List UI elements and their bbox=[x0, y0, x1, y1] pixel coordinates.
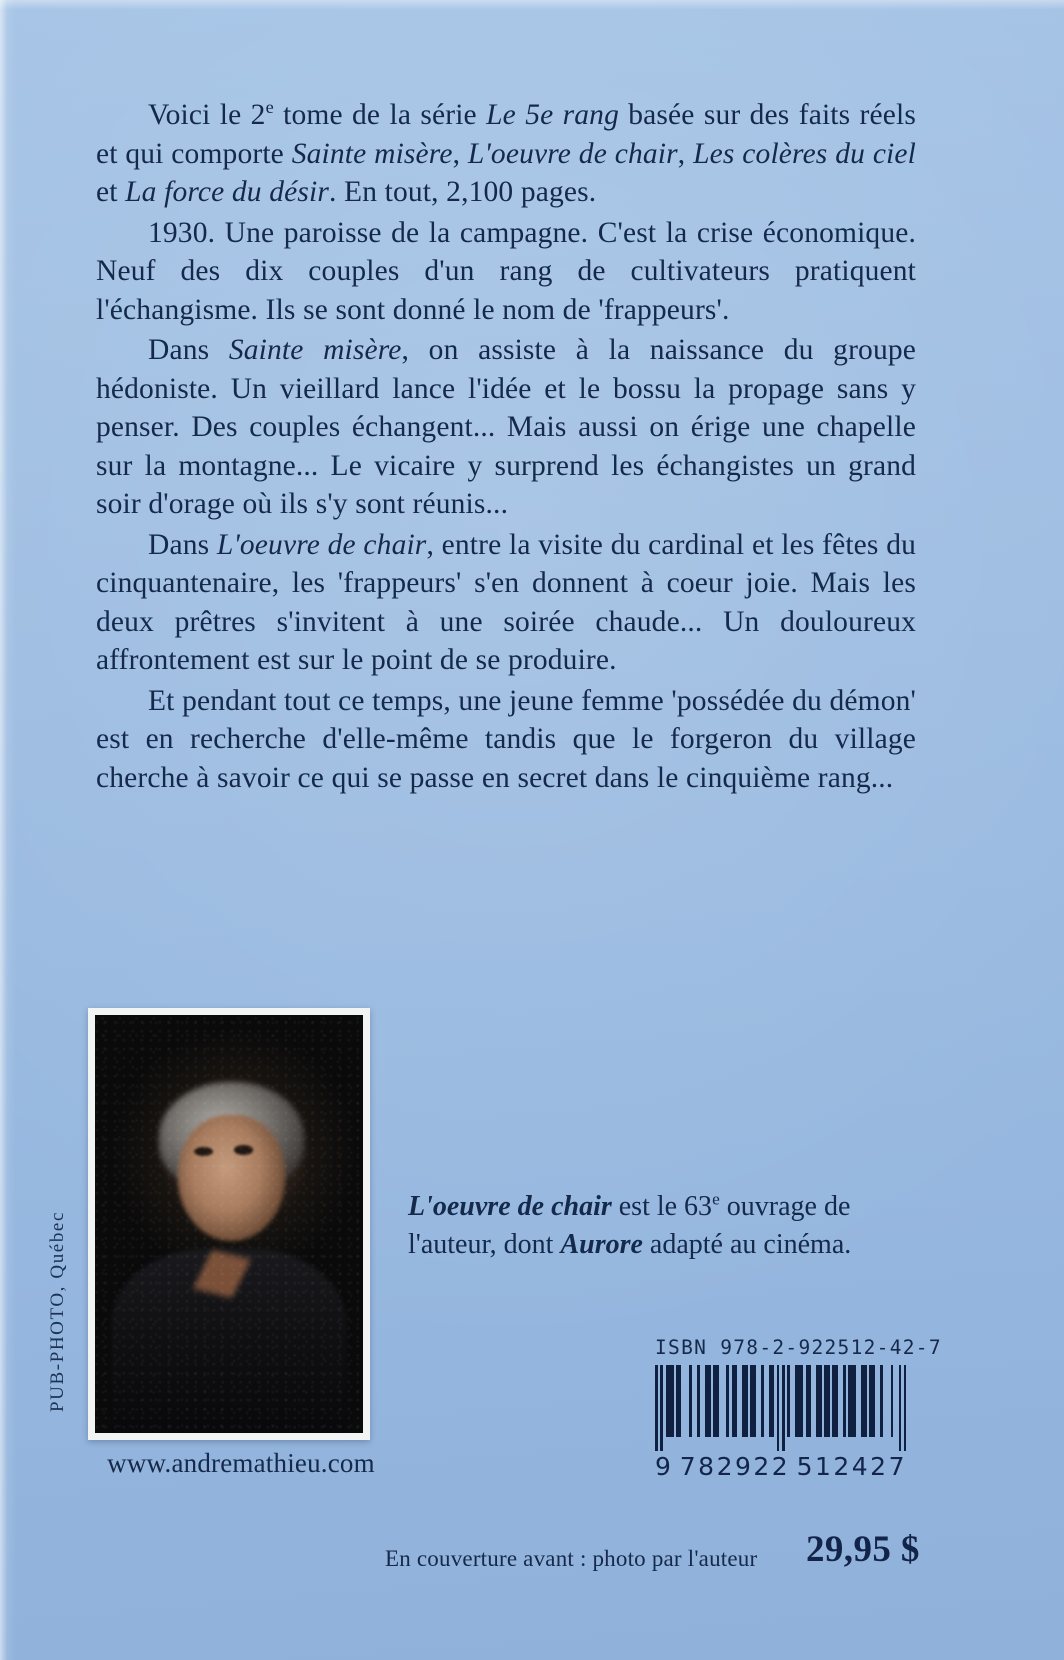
blurb-paragraph: 1930. Une paroisse de la campagne. C'est la crise économique. Neuf des dix couples d'un rang de cultivateurs pratiquent l'échangisme. Ils se sont donné le nom de 'frappeurs'. bbox=[96, 216, 916, 326]
price-label: 29,95 $ bbox=[806, 1529, 920, 1570]
cover-left-edge bbox=[0, 0, 16, 1660]
cover-top-edge bbox=[0, 0, 1064, 10]
ean-digit-group: 9 bbox=[655, 1452, 674, 1481]
front-cover-photo-credit: En couverture avant : photo par l'auteur bbox=[385, 1546, 758, 1571]
ean-digit-group: 512427 bbox=[796, 1452, 907, 1481]
portrait-eye-right bbox=[234, 1145, 253, 1154]
photo-credit bbox=[47, 928, 69, 1412]
blurb-paragraph: Et pendant tout ce temps, une jeune femme 'possédée du démon' est en recherche d'elle-même tandis que le forgeron du village cherche à savoir ce qui se passe en secret dans le cinquième rang... bbox=[96, 684, 916, 794]
ean13-barcode bbox=[655, 1365, 907, 1451]
author-website[interactable]: www.andremathieu.com bbox=[107, 1448, 375, 1478]
isbn-block bbox=[655, 1336, 942, 1481]
author-bio: L'oeuvre de chair est le 63e ouvrage de l'auteur, dont Aurore adapté au cinéma. bbox=[408, 1189, 852, 1260]
photo-credit-label: PUB-PHOTO, Québec bbox=[47, 1210, 68, 1412]
blurb-paragraph: Dans Sainte misère, on assiste à la naissance du groupe hédoniste. Un vieillard lance l'idée et le bossu la propage sans y penser. Des couples échangent... Mais aussi on érige une chapelle sur la montagne... Le vicaire y surprend les échangistes un grand soir d'orage où ils s'y sont réunis... bbox=[96, 334, 916, 520]
portrait-face bbox=[178, 1115, 285, 1240]
author-photo bbox=[88, 1008, 370, 1440]
blurb-paragraph: Voici le 2e tome de la série Le 5e rang basée sur des faits réels et qui comporte Sainte misère, L'oeuvre de chair, Les colères du ciel et La force du désir. En tout, 2,100 pages. bbox=[96, 97, 916, 208]
author-portrait-image bbox=[95, 1015, 363, 1433]
ean-digit-group: 782922 bbox=[679, 1452, 791, 1481]
blurb-paragraph: Dans L'oeuvre de chair, entre la visite du cardinal et les fêtes du cinquantenaire, les 'frappeurs' s'en donnent à coeur joie. Mais les deux prêtres s'invitent à une soirée chaude... Un douloureux affrontement est sur le point de se produire. bbox=[96, 528, 917, 676]
back-cover-blurb bbox=[96, 96, 916, 797]
isbn-label: ISBN 978-2-922512-42-7 bbox=[655, 1336, 942, 1359]
portrait-eye-left bbox=[194, 1147, 213, 1156]
ean13-digits bbox=[655, 1452, 907, 1481]
